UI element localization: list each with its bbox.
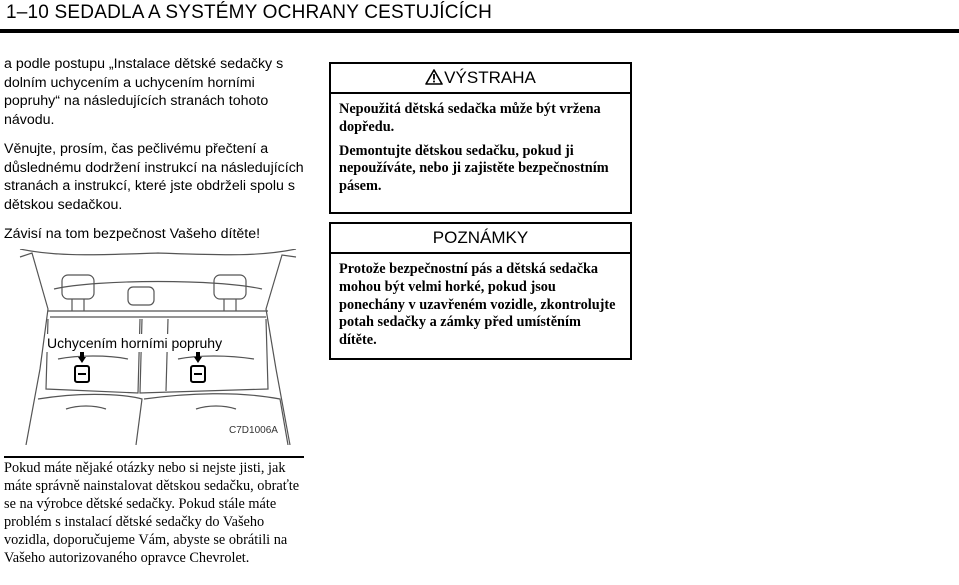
notes-body bbox=[331, 254, 630, 350]
notes-text: Protože bezpečnostní pás a dětská sedačka mohou být velmi horké, pokud jsou ponechány v uzavřeném vozidle, zkontrolujte potah sedačky a zámky před umístěním dítěte. bbox=[339, 261, 616, 349]
bottom-paragraph: Pokud máte nějaké otázky nebo si nejste jisti, jak máte správně nainstalovat dětskou sedačku, obraťte se na výrobce dětské sedačky. Pokud stále máte problém s instalací dětské sedačky do Vašeho vozidla, doporučujeme Vám, abyste se obrátili na Vašeho autorizovaného opravce Chevrolet. bbox=[4, 460, 300, 567]
warning-line-1: Nepoužitá dětská sedačka může být vržena dopředu. bbox=[339, 101, 601, 135]
warning-title: VÝSTRAHA bbox=[444, 68, 536, 87]
bottom-section bbox=[4, 459, 304, 568]
bottom-rule bbox=[4, 456, 304, 458]
warning-line-2: Demontujte dětskou sedačku, pokud ji nepoužíváte, nebo ji zajistěte bezpečnostním pásem. bbox=[339, 142, 609, 195]
intro-paragraph-3: Závisí na tom bezpečnost Vašeho dítěte! bbox=[4, 225, 261, 242]
intro-paragraph-2: Věnujte, prosím, čas pečlivému přečtení a důslednému dodržení instrukcí na následujících stranách a instrukcí, které jste obdrželi spolu s dětskou sedačkou. bbox=[4, 140, 304, 213]
intro-text bbox=[4, 55, 304, 253]
figure-caption: Uchycením horními popruhy bbox=[46, 334, 239, 352]
warning-header bbox=[331, 64, 630, 94]
page-header bbox=[0, 0, 959, 30]
header-rule bbox=[0, 29, 959, 33]
warning-body bbox=[331, 94, 630, 196]
notes-box bbox=[329, 222, 632, 360]
warning-triangle-icon bbox=[425, 66, 443, 94]
page-title: 1–10 SEDADLA A SYSTÉMY OCHRANY CESTUJÍCÍCH bbox=[6, 2, 493, 23]
warning-box bbox=[329, 62, 632, 214]
tether-anchor-illustration bbox=[18, 249, 298, 445]
figure-code: C7D1006A bbox=[229, 425, 278, 436]
notes-title: POZNÁMKY bbox=[432, 228, 529, 247]
intro-paragraph-1: a podle postupu „Instalace dětské sedačky s dolním uchycením a uchycením horními popruhy“ na následujících stranách tohoto návodu. bbox=[4, 56, 284, 129]
notes-header bbox=[331, 224, 630, 254]
